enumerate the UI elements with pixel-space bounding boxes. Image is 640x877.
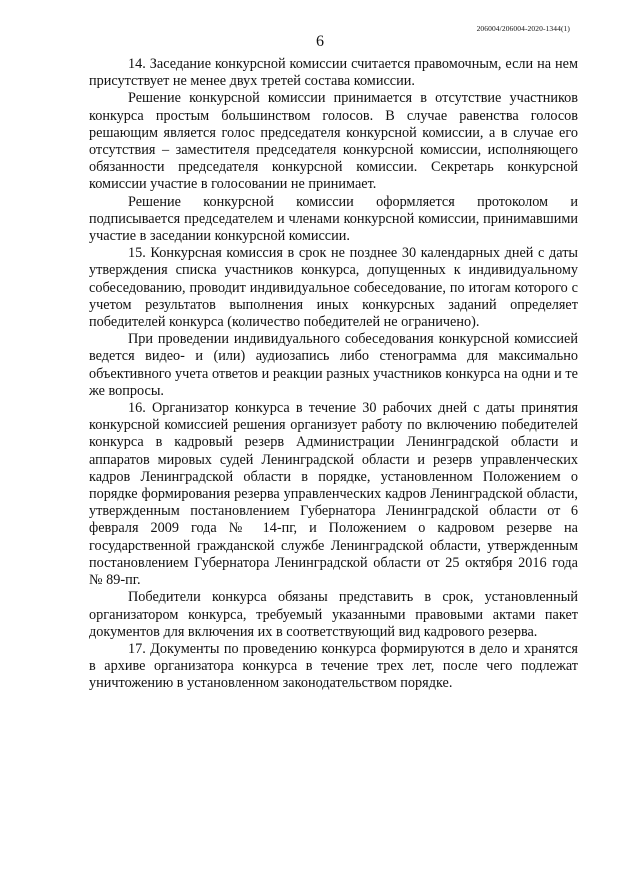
paragraph-15: 15. Конкурсная комиссия в срок не позднее 30 календарных дней с даты утверждения списка участников конкурса, допущенных к индивидуальному собеседованию, проводит индивидуальное собеседование, по итогам которого с учетом результатов выполнения иных конкурсных заданий определяет победителей конкурса (количество победителей не ограничено). (89, 245, 578, 331)
document-body (89, 56, 578, 693)
paragraph-protocol: Решение конкурсной комиссии оформляется протоколом и подписывается председателем и членами конкурсной комиссии, принимавшими участие в заседании конкурсной комиссии. (89, 193, 578, 245)
document-id: 206004/206004-2020-1344(1) (476, 24, 570, 33)
paragraph-interview-recording: При проведении индивидуального собеседования конкурсной комиссией ведется видео- и (или) аудиозапись либо стенограмма для максимально объективного учета ответов и реакции разных участников конкурса на одни и те же вопросы. (89, 331, 578, 399)
paragraph-17: 17. Документы по проведению конкурса формируются в дело и хранятся в архиве организатора конкурса в течение трех лет, после чего подлежат уничтожению в установленном законодательством порядке. (89, 640, 578, 692)
paragraph-winners-documents: Победители конкурса обязаны представить в срок, установленный организатором конкурса, требуемый указанными правовыми актами пакет документов для включения их в соответствующий вид кадрового резерва. (89, 589, 578, 640)
paragraph-16: 16. Организатор конкурса в течение 30 рабочих дней с даты принятия конкурсной комиссией решения организует работу по включению победителей конкурса в кадровый резерв Администрации Ленинградской области и аппаратов мировых судей Ленинградской области и резерв управленческих кадров Ленинградской области в порядке, установленном Положением о порядке формирования резерва управленческих кадров Ленинградской области, утвержденным постановлением Губернатора Ленинградской области от 6 февраля 2009 года № 14-пг, и Положением о кадровом резерве на государственной гражданской службе Ленинградской области, утвержденным постановлением Губернатора Ленинградской области от 25 октября 2016 года № 89-пг. (89, 400, 578, 589)
paragraph-14: 14. Заседание конкурсной комиссии считается правомочным, если на нем присутствует не менее двух третей состава комиссии. (89, 56, 578, 90)
paragraph-decision: Решение конкурсной комиссии принимается в отсутствие участников конкурса простым большинством голосов. В случае равенства голосов решающим является голос председателя конкурсной комиссии, а в случае его отсутствия – заместителя председателя конкурсной комиссии, исполняющего обязанности председателя конкурсной комиссии. Секретарь конкурсной комиссии участие в голосовании не принимает. (89, 90, 578, 193)
page-number: 6 (316, 33, 324, 50)
